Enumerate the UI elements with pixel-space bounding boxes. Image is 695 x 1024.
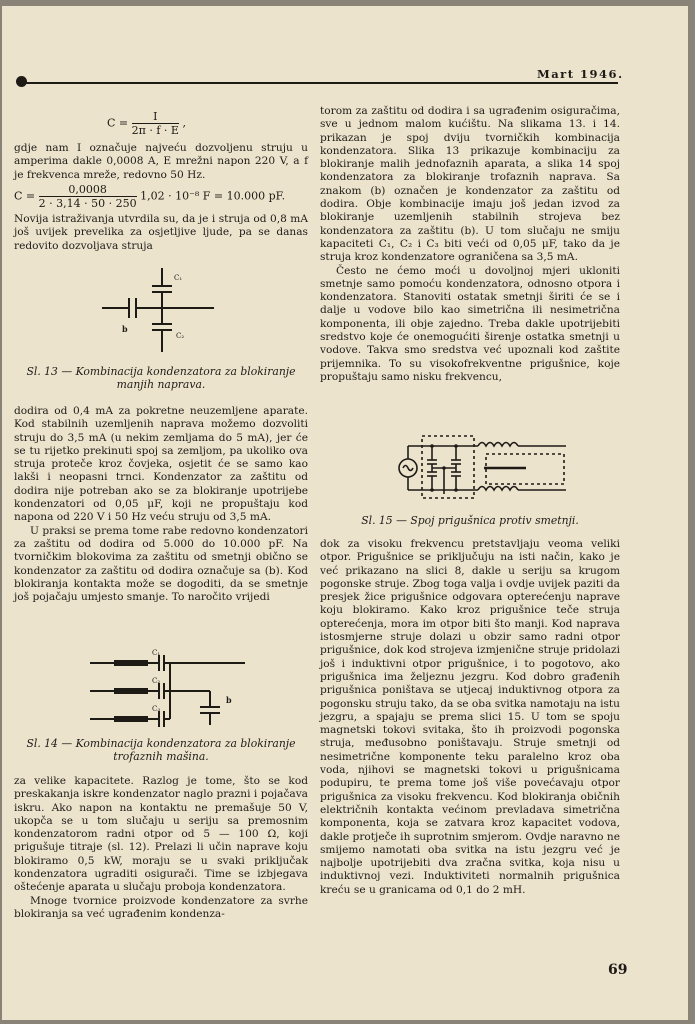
- magazine-page: [2, 6, 688, 1020]
- label-c3: C₃: [152, 705, 161, 713]
- paragraph: gdje nam I označuje najveću dozvoljenu struju u amperima dakle 0,0008 A, E mrežni napon 220 V, a f je frekvenca mreže, redovno 50 Hz.: [14, 142, 308, 181]
- paragraph: Novija istraživanja utvrdila su, da je i struja od 0,8 mA još uvijek prevelika za osjetljive ljude, pa se danas redovito dozvoljava struja: [14, 213, 308, 252]
- right-column-bottom: [320, 538, 620, 897]
- formula-calculation: C = $\frac{0,0008}{2 \cdot 3,14 \cdot 50 \cdot 250}$ 1,02 · 10⁻⁸ F = 10.000 pF.: [14, 183, 286, 210]
- paragraph: za velike kapacitete. Razlog je tome, što se kod preskakanja iskre kondenzator naglo prazni i pojačava iskru. Ako napon na kontaktu ne premašuje 50 V, ukopča se u tom slučaju u seriju sa premosnim kondenzatorom radni otpor od 5 — 100 Ω, koji prigušuje titraje (sl. 12). Prelazi li učin naprave koju blokiramo 0,5 kW, moraju se u svaki priključak kondenzatora ugraditi osigurači. Time se izbjegava oštećenje aparata u slučaju proboja kondenzatora.: [14, 775, 308, 894]
- paragraph: Mnoge tvornice proizvode kondenzatore za svrhe blokiranja sa već ugrađenim kondenza-: [14, 894, 308, 920]
- label-c2: C₂: [176, 332, 185, 340]
- right-column-top: [320, 105, 620, 384]
- left-column-p2: [14, 213, 308, 253]
- label-c2: C₂: [152, 677, 161, 685]
- label-b: b: [226, 695, 232, 705]
- issue-date: Mart 1946.: [537, 67, 624, 81]
- label-b: b: [122, 324, 128, 334]
- paragraph: Često ne ćemo moći u dovoljnoj mjeri ukloniti smetnje samo pomoću kondenzatora, odnosno otpora i kondenzatora. Stanoviti ostatak smetnji širiti će se i dalje u vodove bilo kao simetrična ili nesimetrična komponenta, ili obje zajedno. Treba dakle upotrijebiti sredstvo koje će onemogućiti širenje ostatka smetnji u vodove. Takva smo sredstva već upoznali kod zaštite prijemnika. To su visokofrekventne prigušnice, koje propuštaju samo nisku frekvencu,: [320, 264, 620, 383]
- formula-denominator: 2π · f · E: [131, 124, 179, 137]
- figure-13-caption: Sl. 13 — Kombinacija kondenzatora za blokiranje manjih naprava.: [26, 365, 296, 391]
- paragraph: U praksi se prema tome rabe redovno kondenzatori za zaštitu od dodira od 5.000 do 10.000 pF. Na tvorničkim blokovima za zaštitu od smetnji obično se kondenzator za zaštitu od dodira označuje sa (b). Kod blokiranja kontakta može se dogoditi, da se smetnje još pojačaju umjesto smanje. To naročito vrijedi: [14, 524, 308, 604]
- paragraph: dodira od 0,4 mA za pokretne neuzemljene aparate. Kod stabilnih uzemljenih naprava možemo dozvoliti struju do 3,5 mA (u nekim zemljama do 5 mA), jer će se tu rijetko prekinuti spoj sa zemljom, pa ukoliko ova struja proteče kroz čovjeka, osjetit će se samo kao lakši i neopasni trnci. Kondenzator za zaštitu od dodira nije potreban ako se za blokiranje upotrijebe kondenzatori od 0,05 μF, koji ne propuštaju kod napona od 220 V i 50 Hz veću struju od 3,5 mA.: [14, 405, 308, 524]
- figure-14-circuit: [90, 645, 270, 735]
- left-column-top: [14, 142, 308, 182]
- formula-numerator: I: [132, 110, 179, 124]
- formula-capacitance: C = $\frac{I}{2\pi \cdot f \cdot E}$ ,: [107, 110, 186, 137]
- paragraph: torom za zaštitu od dodira i sa ugrađenim osiguračima, sve u jednom malom kućištu. Na slikama 13. i 14. prikazan je spoj dviju tvorničkih kombinacija kondenzatora. Slika 13 prikazuje kombinaciju za blokiranje malih jednofaznih aparata, a slika 14 spoj kondenzatora za blokiranje trofaznih naprava. Sa znakom (b) označen je kondenzator za zaštitu od dodira. Obje kombinacije imaju još jedan izvod za blokiranje uzemljenih stabilnih strojeva bez kondenzatora za zaštitu (b). U tom slučaju ne smiju kapaciteti C₁, C₂ i C₃ biti veći od 0,05 μF, tako da je struja kroz kondenzatore ograničena sa 3,5 mA.: [320, 105, 620, 264]
- figure-15-circuit: [394, 432, 574, 502]
- left-column-middle: [14, 405, 308, 604]
- figure-13-circuit: [102, 260, 222, 360]
- figure-14-caption: Sl. 14 — Kombinacija kondenzatora za blokiranje trofaznih mašina.: [26, 737, 296, 763]
- page-number: 69: [608, 962, 628, 978]
- paragraph: dok za visoku frekvencu pretstavljaju veoma veliki otpor. Prigušnice se priključuju na isti način, kako je već prikazano na slici 8, dakle u seriju sa krugom pogonske struje. Zbog toga valja i ovdje uvijek paziti da presjek žice prigušnice odgovara opterećenju naprave koju blokiramo. Kako kroz prigušnice teče struja opterećenja, mora im otpor biti što manji. Kod naprava istosmjerne struje dolazi u obzir samo radni otpor prigušnice, dok kod strojeva izmjenične struje pridolazi još i induktivni otpor prigušnice, i to pogotovo, ako prigušnica ima željeznu jezgru. Kod dobro građenih prigušnica poništava se utjecaj induktivnog otpora za pogonsku struju tako, da se oba svitka namotaju na istu jezgru, a spajaju se prema slici 15. U tom se spoju magnetski tokovi svitaka, što ih proizvodi pogonska struja, međusobno poništavaju. Struje smetnji od nesimetrične komponente teku paralelno kroz oba voda, njihovi se magnetski tokovi u prigušnicama podupiru, te prema tome još više povećavaju otpor prigušnica za visoku frekvencu. Kod blokiranja običnih električnih kontakta većinom prevladava simetrična komponenta, koja se zatvara kroz kapacitet vodova, dakle protječe ih suprotnim smjerom. Ovdje naravno ne smijemo namotati oba svitka na istu jezgru već je najbolje upotrijebiti dva zračna svitka, koja nisu u induktivnoj vezi. Induktiviteti normalnih prigušnica kreću se u granicama od 0,1 do 2 mH.: [320, 538, 620, 896]
- figure-15-caption: Sl. 15 — Spoj prigušnica protiv smetnji.: [361, 514, 579, 527]
- header-rule: [20, 82, 618, 84]
- label-c1: C₁: [174, 274, 183, 282]
- left-column-bottom: [14, 775, 308, 921]
- label-c1: C₁: [152, 649, 161, 657]
